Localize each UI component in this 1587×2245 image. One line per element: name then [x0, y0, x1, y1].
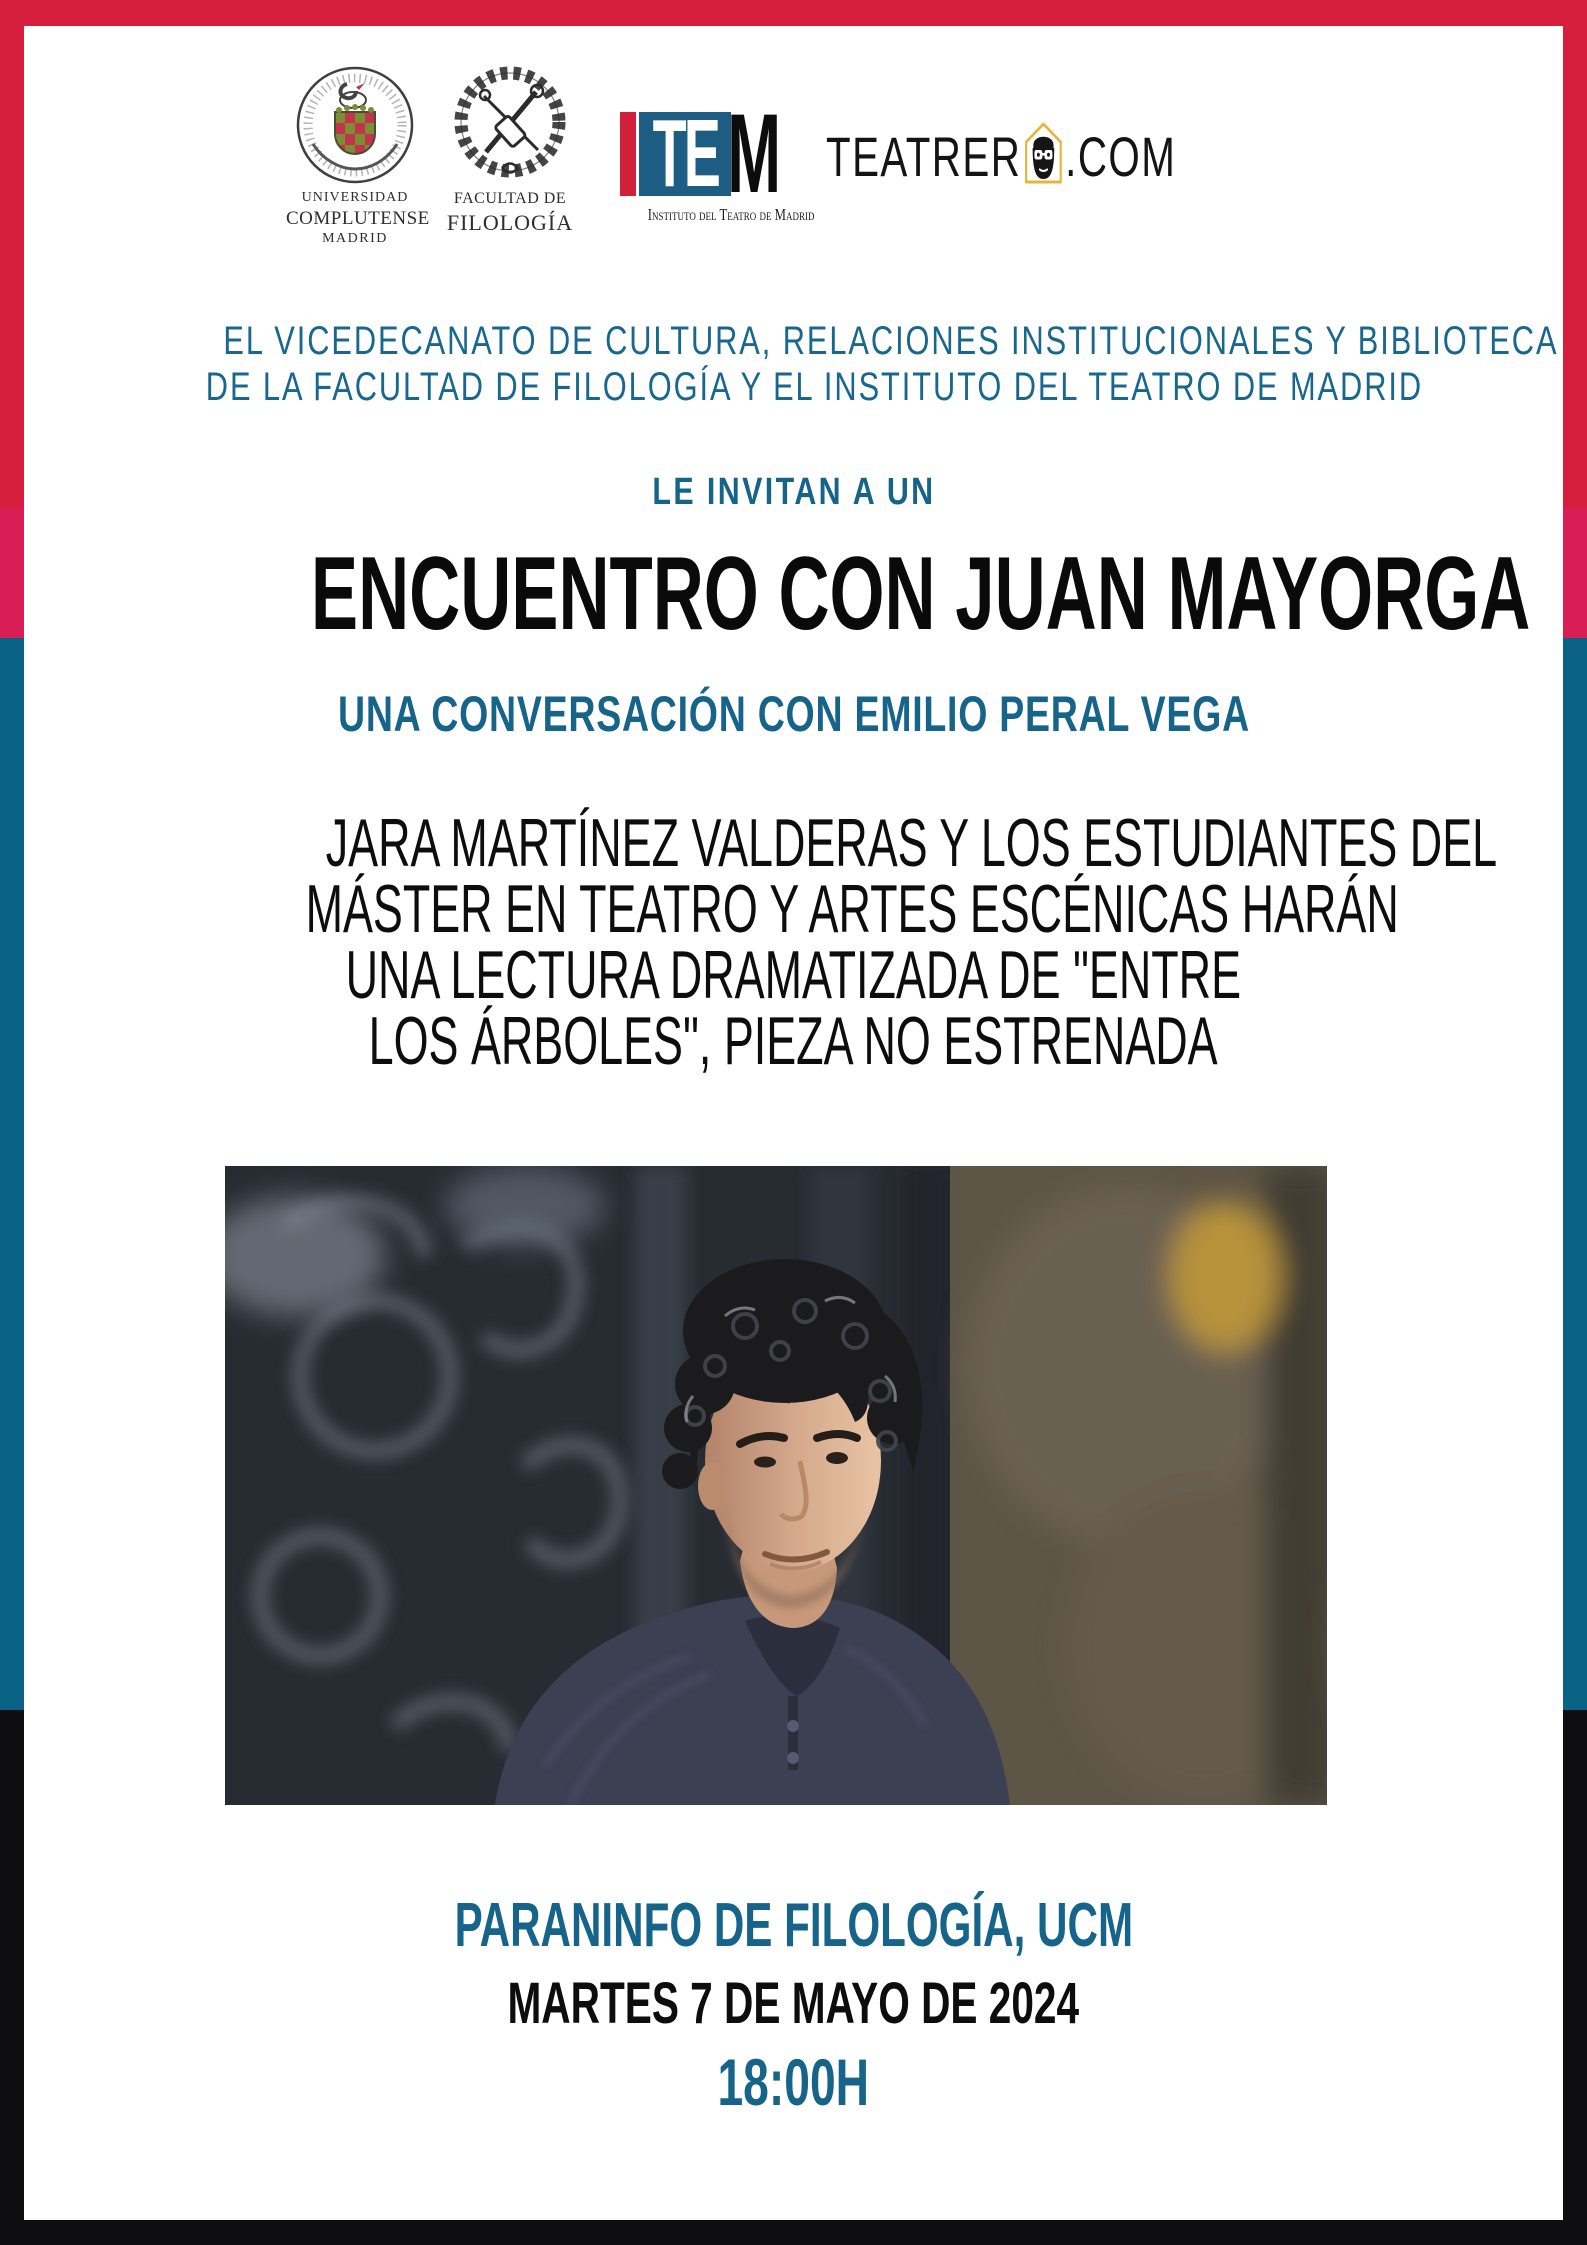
event-subtitle: UNA CONVERSACIÓN CON EMILIO PERAL VEGA: [337, 686, 1250, 742]
frame-left-bar: [0, 0, 24, 2245]
description-line: LOS ÁRBOLES", PIEZA NO ESTRENADA: [369, 1003, 1218, 1079]
time-text: 18:00H: [717, 2045, 870, 2119]
venue-text: PARANINFO DE FILOLOGÍA, UCM: [454, 1891, 1133, 1960]
filologia-logo: [444, 64, 576, 237]
description-line: JARA MARTÍNEZ VALDERAS Y LOS ESTUDIANTES DEL: [325, 805, 1498, 881]
invite-line: LE INVITAN A UN: [651, 471, 936, 513]
item-caption: Instituto del Teatro de Madrid: [647, 205, 815, 224]
intro-line-2: DE LA FACULTAD DE FILOLOGÍA Y EL INSTITUTO DEL TEATRO DE MADRID: [205, 365, 1424, 409]
item-te-letters: TE: [652, 112, 718, 196]
teatrero-suffix: .COM: [1065, 124, 1177, 188]
ucm-seal-icon: [295, 64, 415, 186]
teatrero-lockup: [826, 121, 1176, 191]
ucm-wordmark-line3: MADRID: [322, 231, 388, 247]
frame-right-bar: [1563, 0, 1587, 2245]
item-i-bar-icon: [620, 112, 636, 196]
filologia-wordmark-line1: FACULTAD DE: [453, 190, 567, 207]
description-line: MÁSTER EN TEATRO Y ARTES ESCÉNICAS HARÁN: [305, 871, 1399, 947]
filologia-seal-icon: [450, 64, 570, 186]
event-description: [24, 805, 1563, 1079]
juan-mayorga-photo: [225, 1166, 1327, 1805]
filologia-wordmark-line2: FILOLOGÍA: [446, 210, 574, 235]
item-logo: [620, 91, 820, 225]
frame-top-bar: [0, 0, 1587, 26]
item-te-block: [639, 112, 731, 196]
teatrero-face-icon: [1023, 121, 1063, 185]
date-text: MARTES 7 DE MAYO DE 2024: [507, 1971, 1080, 2036]
ucm-wordmark-line1: UNIVERSIDAD: [301, 190, 409, 205]
intro-line-1: EL VICEDECANATO DE CULTURA, RELACIONES INSTITUCIONALES Y BIBLIOTECA: [223, 319, 1559, 363]
item-m-letter: M: [726, 91, 781, 216]
event-title: ENCUENTRO CON JUAN MAYORGA: [310, 536, 1531, 652]
description-line: UNA LECTURA DRAMATIZADA DE "ENTRE: [345, 937, 1242, 1013]
teatrero-prefix: TEATRER: [826, 124, 1022, 188]
ucm-wordmark-line2: COMPLUTENSE: [286, 207, 430, 229]
intro-paragraph: [24, 318, 1563, 410]
frame-bottom-bar: [0, 2220, 1587, 2245]
teatrero-logo: [826, 116, 1177, 196]
ucm-logo: [286, 64, 430, 248]
